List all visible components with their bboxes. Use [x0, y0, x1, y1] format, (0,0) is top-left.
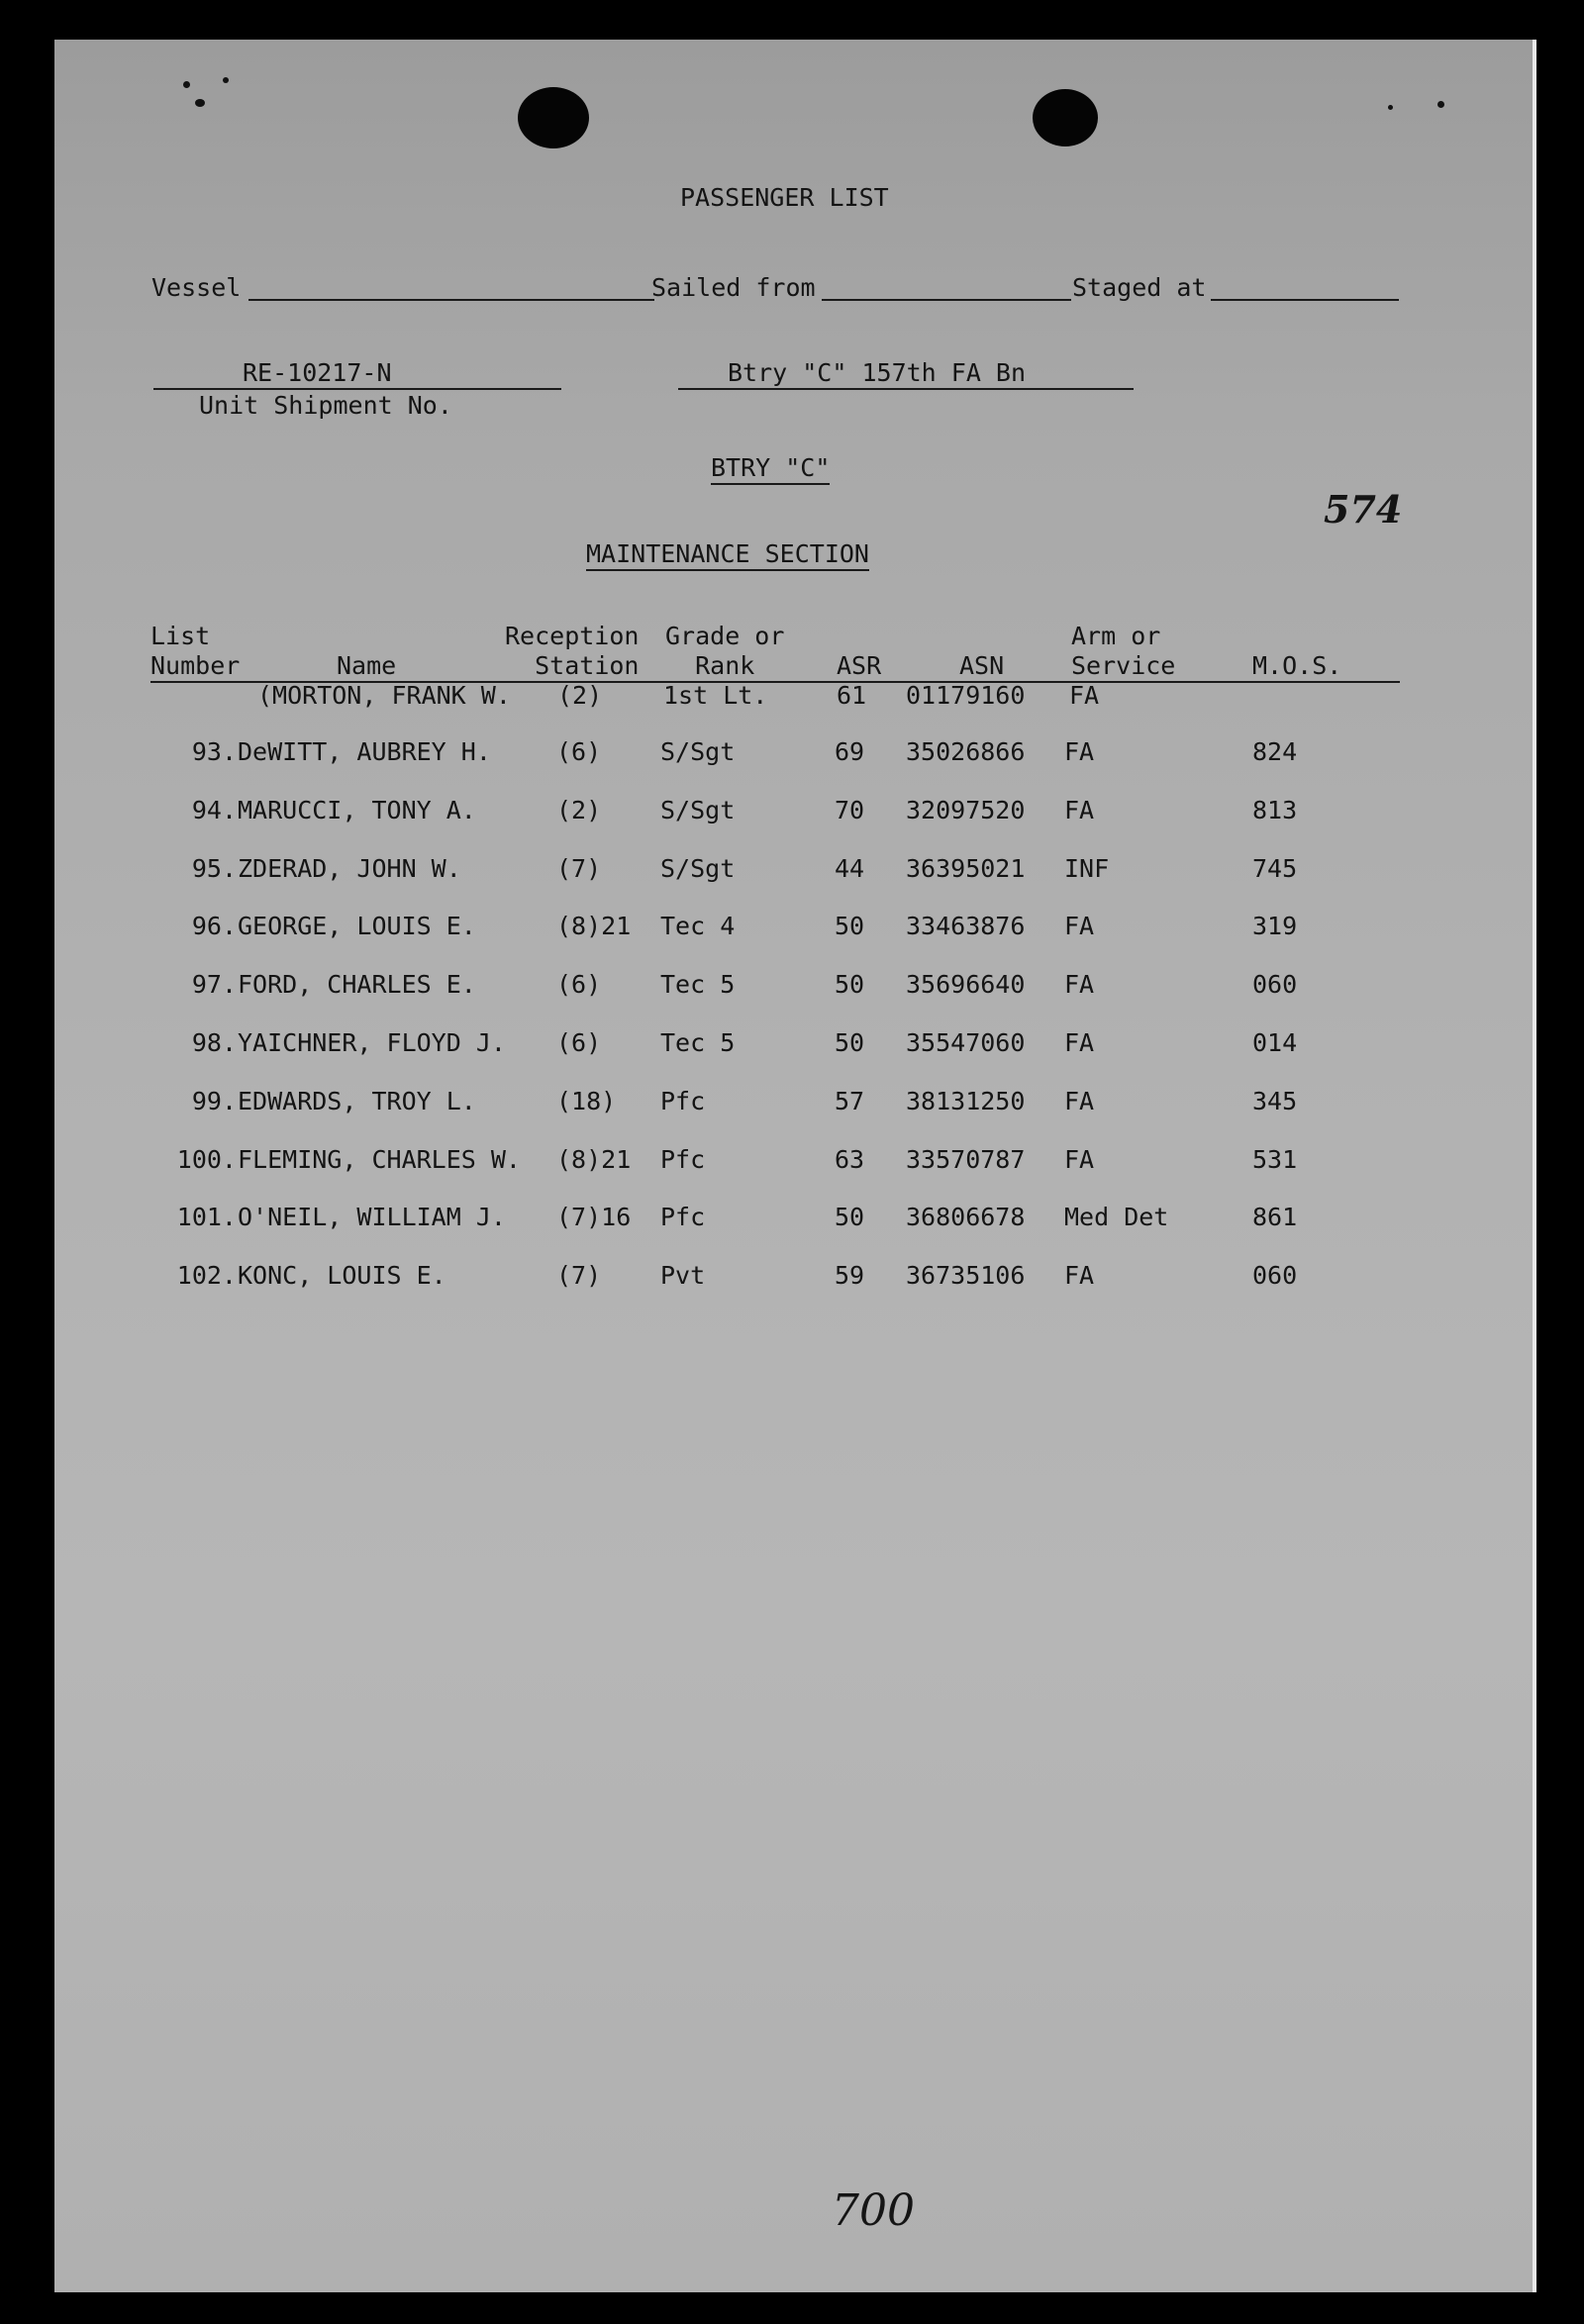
section-heading: MAINTENANCE SECTION	[586, 539, 869, 571]
reception-station: (6)	[556, 737, 602, 766]
list-number: 94.	[191, 796, 237, 824]
asn-value: 35026866	[906, 737, 1026, 766]
mos-code: 014	[1252, 1028, 1298, 1057]
asn-value: 36735106	[906, 1261, 1026, 1290]
asr-value: 50	[835, 912, 865, 940]
passenger-name: FLEMING, CHARLES W.	[238, 1145, 521, 1174]
asn-value: 36806678	[906, 1203, 1026, 1231]
speck	[183, 81, 190, 88]
grade-rank: S/Sgt	[660, 737, 736, 766]
passenger-name: MARUCCI, TONY A.	[238, 796, 476, 824]
list-number: 100.	[176, 1145, 237, 1174]
list-number: 99.	[191, 1087, 237, 1115]
mos-code: 060	[1252, 1261, 1298, 1290]
reception-station: (7)	[556, 854, 602, 883]
page-stamp-number: 574	[1324, 487, 1403, 532]
col-arm-service: Arm or Service	[1071, 622, 1176, 680]
asn-value: 35547060	[906, 1028, 1026, 1057]
battery-heading: BTRY "C"	[711, 453, 830, 485]
officer-asr: 61	[837, 681, 867, 710]
arm-service: FA	[1064, 970, 1095, 999]
asr-value: 59	[835, 1261, 865, 1290]
asr-value: 50	[835, 1028, 865, 1057]
asr-value: 63	[835, 1145, 865, 1174]
arm-service: FA	[1064, 1261, 1095, 1290]
asn-value: 35696640	[906, 970, 1026, 999]
grade-rank: Pfc	[660, 1087, 706, 1115]
reception-station: (8)21	[556, 912, 632, 940]
officer-grade: 1st Lt.	[663, 681, 768, 710]
asn-value: 38131250	[906, 1087, 1026, 1115]
mos-code: 861	[1252, 1203, 1298, 1231]
arm-service: FA	[1064, 912, 1095, 940]
reception-station: (6)	[556, 970, 602, 999]
col-list-number: List Number	[150, 622, 241, 680]
asn-value: 33463876	[906, 912, 1026, 940]
shipment-label: Unit Shipment No.	[199, 391, 452, 420]
mos-code: 745	[1252, 854, 1298, 883]
passenger-name: FORD, CHARLES E.	[238, 970, 476, 999]
arm-service: FA	[1064, 1028, 1095, 1057]
list-number: 95.	[191, 854, 237, 883]
reception-station: (7)	[556, 1261, 602, 1290]
asr-value: 69	[835, 737, 865, 766]
document-page	[54, 40, 1536, 2292]
col-asr: ASR	[837, 651, 882, 680]
unit-line	[678, 388, 1134, 390]
document-title: PASSENGER LIST	[680, 183, 889, 212]
sailed-from-label: Sailed from	[651, 273, 816, 302]
asn-value: 36395021	[906, 854, 1026, 883]
grade-rank: S/Sgt	[660, 854, 736, 883]
arm-service: FA	[1064, 796, 1095, 824]
mos-code: 824	[1252, 737, 1298, 766]
mos-code: 319	[1252, 912, 1298, 940]
passenger-name: O'NEIL, WILLIAM J.	[238, 1203, 506, 1231]
mos-code: 345	[1252, 1087, 1298, 1115]
grade-rank: Tec 5	[660, 970, 736, 999]
officer-station: (2)	[557, 681, 603, 710]
asr-value: 44	[835, 854, 865, 883]
asn-value: 33570787	[906, 1145, 1026, 1174]
grade-rank: Tec 4	[660, 912, 736, 940]
list-number: 96.	[191, 912, 237, 940]
unit-name: Btry "C" 157th FA Bn	[728, 358, 1027, 387]
vessel-field-line	[248, 299, 654, 301]
reception-station: (18)	[556, 1087, 617, 1115]
asr-value: 57	[835, 1087, 865, 1115]
grade-rank: Pfc	[660, 1203, 706, 1231]
officer-arm: FA	[1069, 681, 1100, 710]
list-number: 97.	[191, 970, 237, 999]
mos-code: 531	[1252, 1145, 1298, 1174]
officer-name: (MORTON, FRANK W.	[257, 681, 511, 710]
shipment-number: RE-10217-N	[243, 358, 392, 387]
reception-station: (2)	[556, 796, 602, 824]
staged-at-field-line	[1211, 299, 1399, 301]
sailed-from-field-line	[822, 299, 1071, 301]
shipment-line	[153, 388, 561, 390]
asr-value: 70	[835, 796, 865, 824]
passenger-name: ZDERAD, JOHN W.	[238, 854, 461, 883]
mos-code: 060	[1252, 970, 1298, 999]
col-mos: M.O.S.	[1252, 651, 1342, 680]
speck	[195, 99, 205, 107]
col-grade: Grade or Rank	[665, 622, 785, 680]
asr-value: 50	[835, 1203, 865, 1231]
passenger-name: KONC, LOUIS E.	[238, 1261, 446, 1290]
reception-station: (7)16	[556, 1203, 632, 1231]
passenger-name: DeWITT, AUBREY H.	[238, 737, 491, 766]
list-number: 93.	[191, 737, 237, 766]
speck	[1437, 101, 1444, 108]
arm-service: Med Det	[1064, 1203, 1169, 1231]
col-asn: ASN	[959, 651, 1005, 680]
grade-rank: Pfc	[660, 1145, 706, 1174]
speck	[1388, 105, 1393, 110]
col-name: Name	[337, 651, 397, 680]
staged-at-label: Staged at	[1072, 273, 1207, 302]
col-reception-station: Reception Station	[505, 622, 640, 680]
officer-asn: 01179160	[906, 681, 1026, 710]
grade-rank: Pvt	[660, 1261, 706, 1290]
list-number: 101.	[176, 1203, 237, 1231]
passenger-name: EDWARDS, TROY L.	[238, 1087, 476, 1115]
asn-value: 32097520	[906, 796, 1026, 824]
asr-value: 50	[835, 970, 865, 999]
speck	[223, 77, 229, 83]
list-number: 102.	[176, 1261, 237, 1290]
list-number: 98.	[191, 1028, 237, 1057]
arm-service: INF	[1064, 854, 1110, 883]
punch-hole-right	[1033, 89, 1098, 146]
passenger-name: GEORGE, LOUIS E.	[238, 912, 476, 940]
reception-station: (6)	[556, 1028, 602, 1057]
arm-service: FA	[1064, 1145, 1095, 1174]
passenger-name: YAICHNER, FLOYD J.	[238, 1028, 506, 1057]
mos-code: 813	[1252, 796, 1298, 824]
arm-service: FA	[1064, 1087, 1095, 1115]
grade-rank: Tec 5	[660, 1028, 736, 1057]
punch-hole-left	[518, 87, 589, 148]
vessel-label: Vessel	[151, 273, 242, 302]
arm-service: FA	[1064, 737, 1095, 766]
footer-handwritten-number: 700	[832, 2185, 915, 2236]
reception-station: (8)21	[556, 1145, 632, 1174]
grade-rank: S/Sgt	[660, 796, 736, 824]
